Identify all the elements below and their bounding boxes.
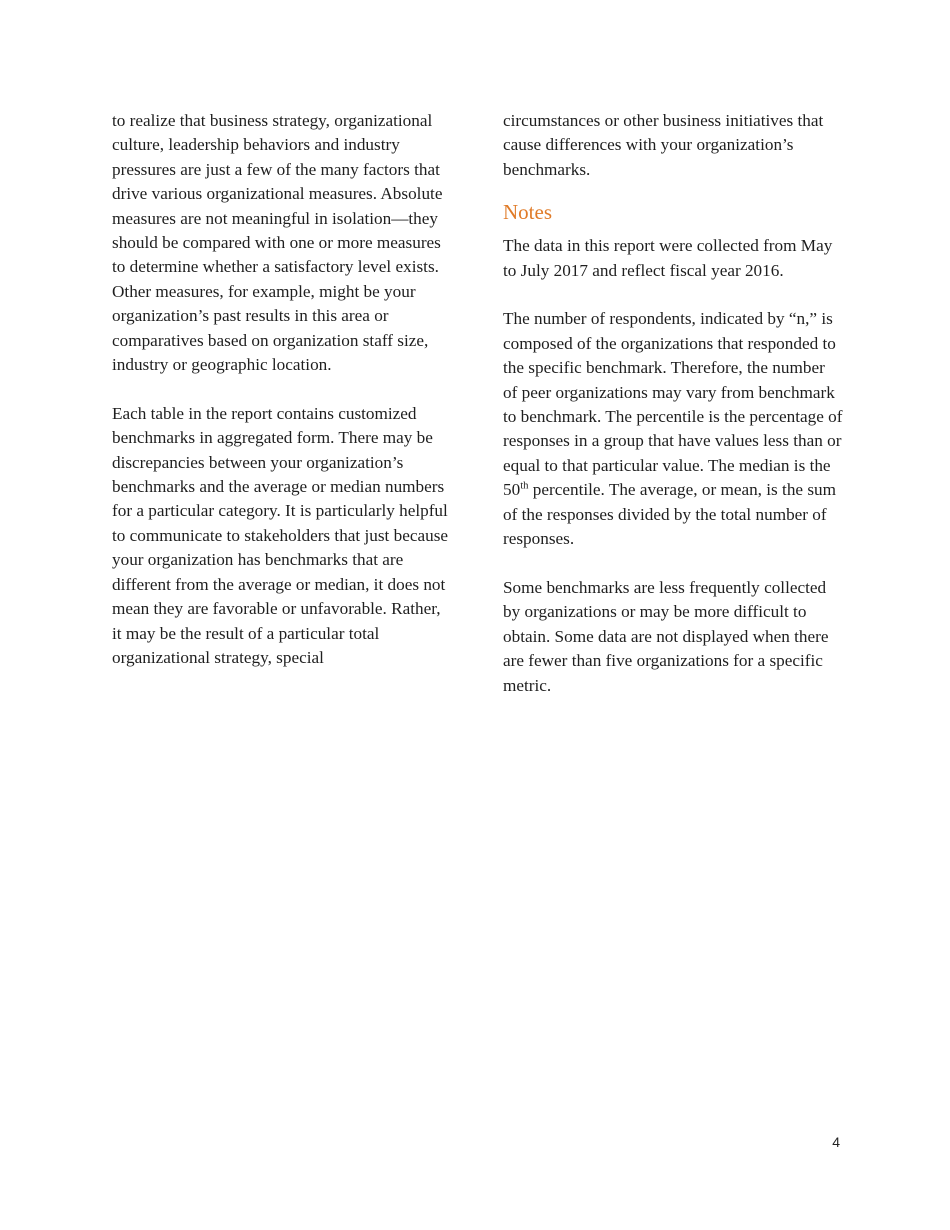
notes-paragraph xyxy=(503,307,843,551)
left-column xyxy=(112,109,452,670)
body-paragraph: Each table in the report contains customized benchmarks in aggregated form. There may be discrepancies between your organization’s benchmarks and the average or median numbers for a particular category. It is particularly helpful to communicate to stakeholders that just because your organization has benchmarks that are different from the average or median, it does not mean they are favorable or unfavorable. Rather, it may be the result of a particular total organizational strategy, special xyxy=(112,403,449,667)
notes-paragraph: The data in this report were collected from May to July 2017 and reflect fiscal year 2016. xyxy=(503,236,833,280)
notes-text: percentile. The average, or mean, is the sum of the responses divided by the total number of responses. xyxy=(503,480,836,549)
notes-heading: Notes xyxy=(503,200,552,225)
page-number: 4 xyxy=(832,1134,840,1150)
notes-text: The number of respondents, indicated by “n,” is composed of the organizations that responded to the specific benchmark. Therefore, the number of peer organizations may vary from benchmark to benchmark. The percentile is the percentage of responses in a group that have values less than or equal to that particular value. The median is the 50 xyxy=(503,309,843,500)
ordinal-suffix: th xyxy=(520,480,529,492)
right-column xyxy=(503,109,843,698)
body-paragraph: to realize that business strategy, organizational culture, leadership behaviors and industry pressures are just a few of the many factors that drive various organizational measures. Absolute measures are not meaningful in isolation—they should be compared with one or more measures to determine whether a satisfactory level exists. Other measures, for example, might be your organization’s past results in this area or comparatives based on organization staff size, industry or geographic location. xyxy=(112,111,443,375)
notes-paragraph: Some benchmarks are less frequently collected by organizations or may be more difficult to obtain. Some data are not displayed when there are fewer than five organizations for a specific metric. xyxy=(503,577,829,695)
continued-paragraph: circumstances or other business initiatives that cause differences with your organization’s benchmarks. xyxy=(503,111,824,179)
